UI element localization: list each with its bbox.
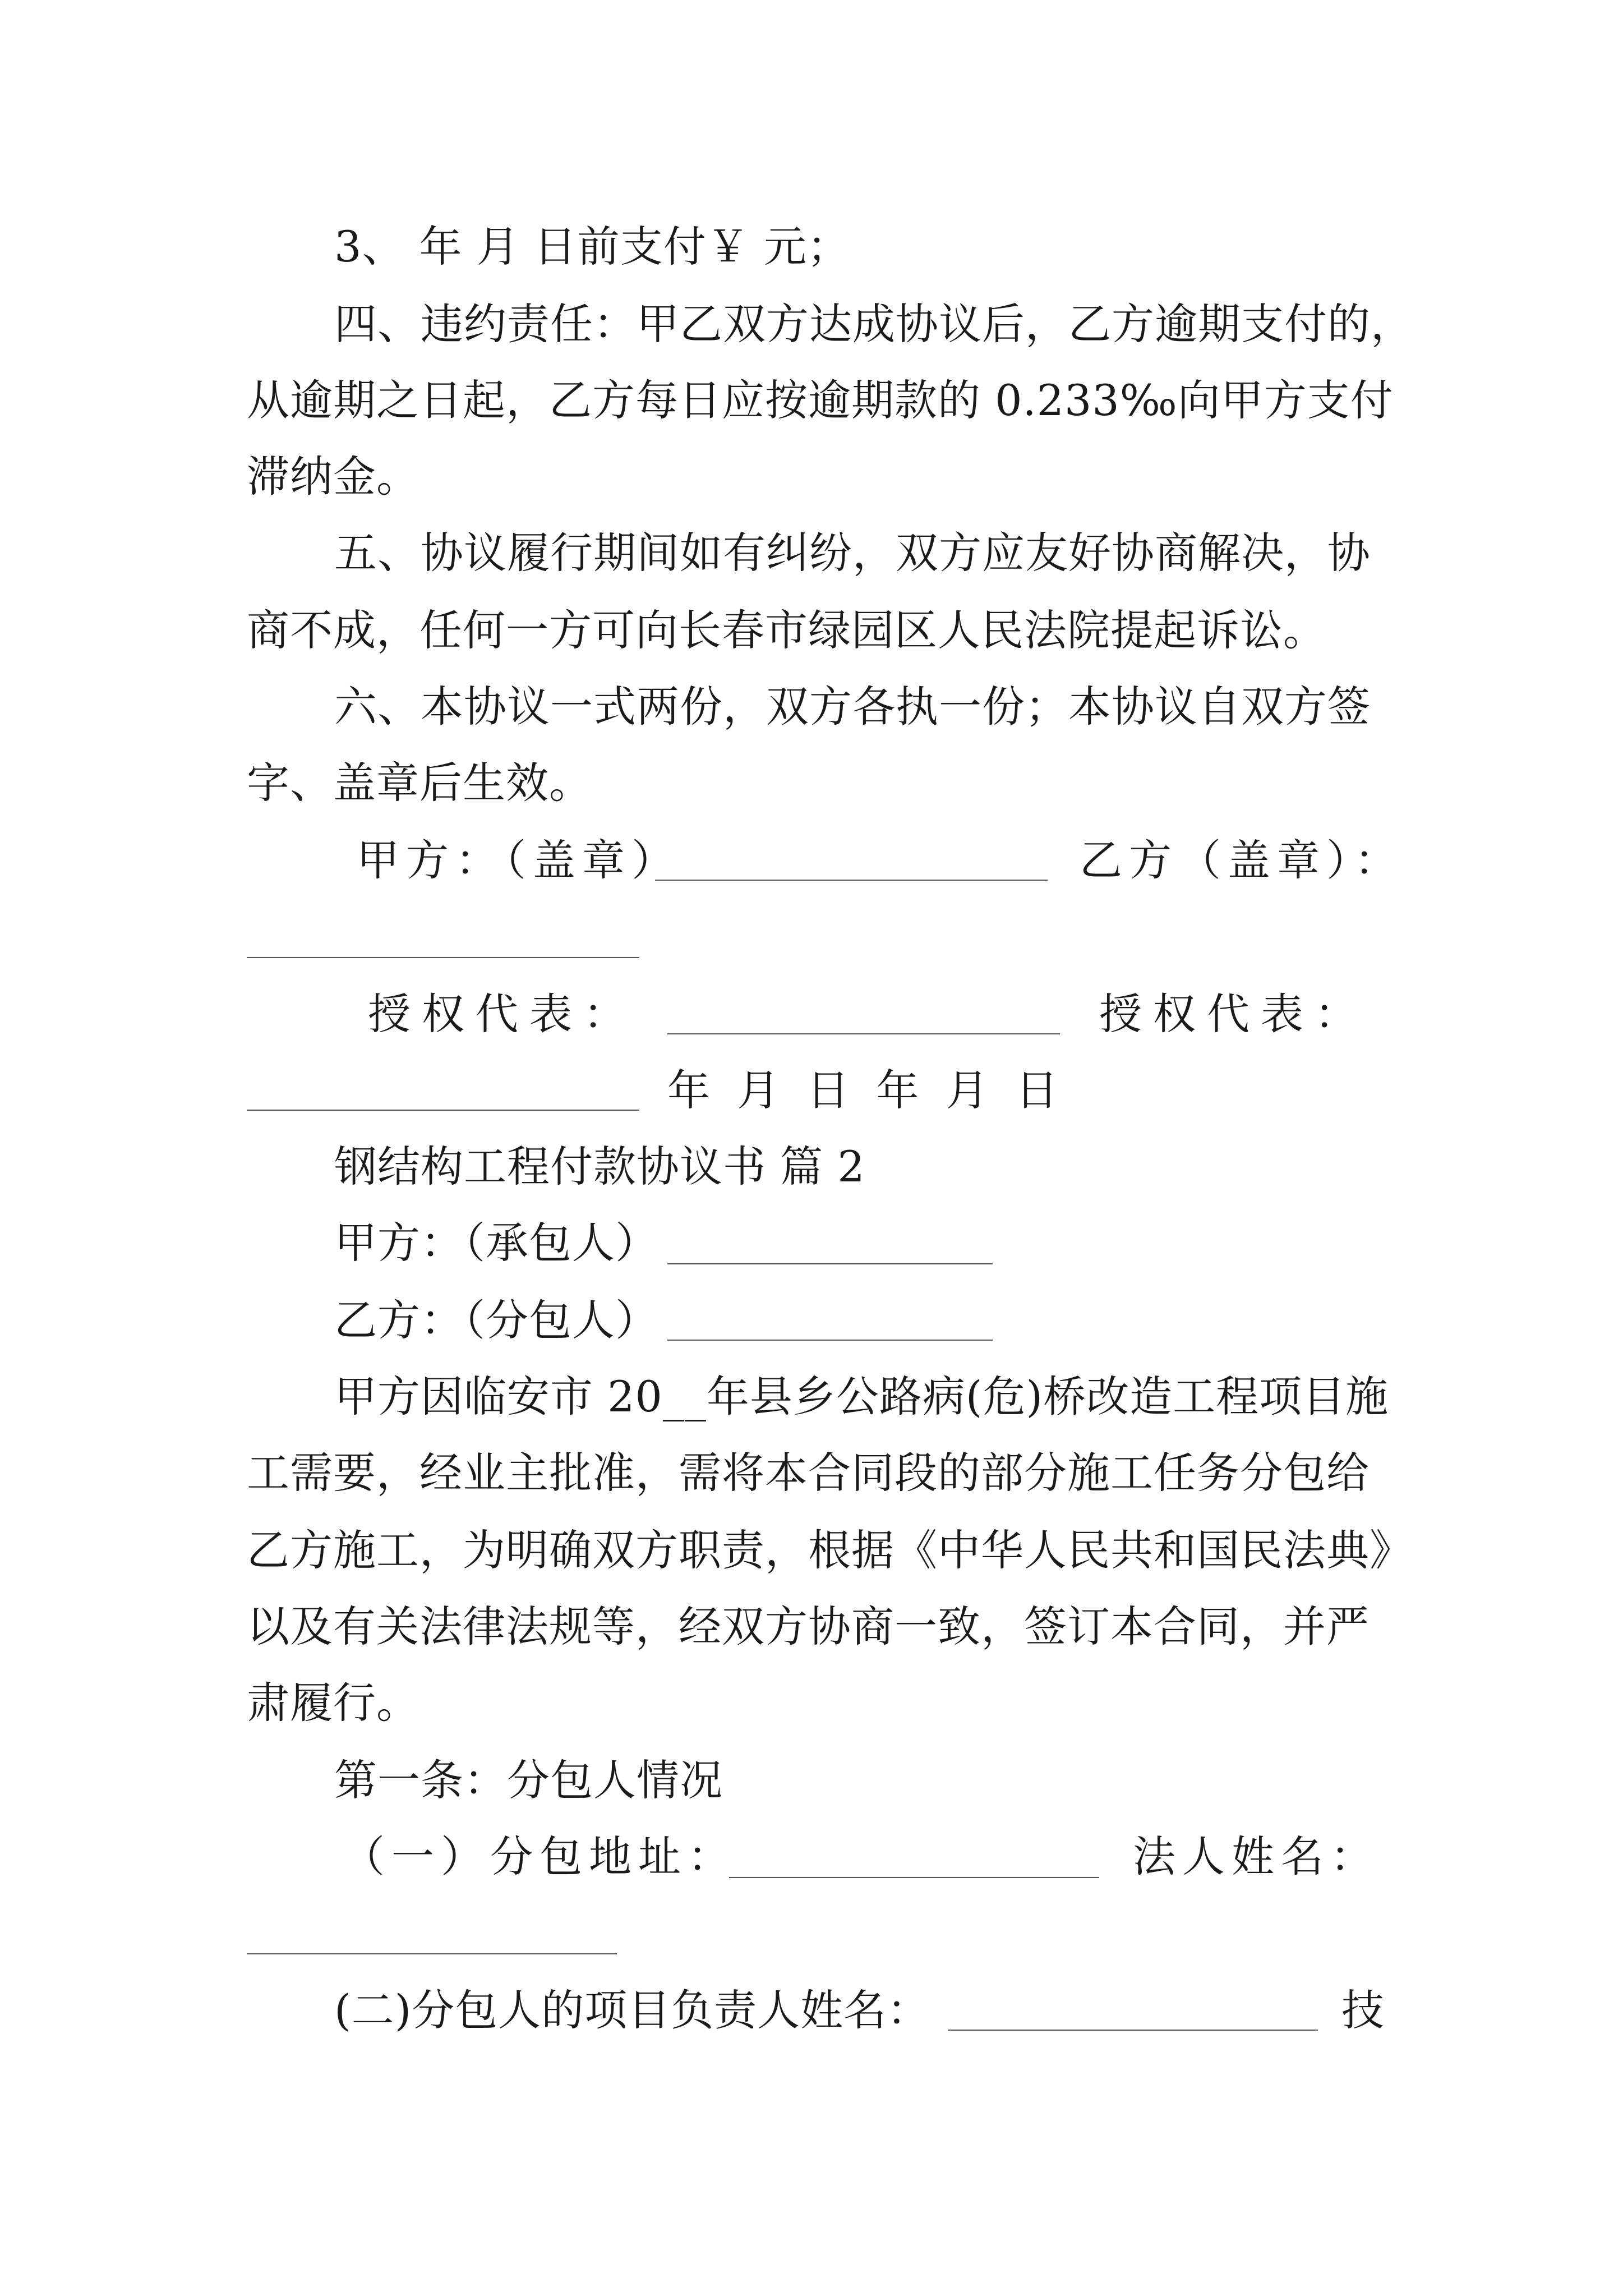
party-b-seal-label: 乙方（盖章）：: [1080, 835, 1404, 885]
project-manager-blank: [948, 2030, 1318, 2031]
project-manager-label: (二)分包人的项目负责人姓名：: [334, 1985, 930, 2035]
party-a-rep-blank: [667, 1033, 1060, 1034]
party-b-subcontractor-blank: [667, 1340, 993, 1341]
intro-line-5: 肃履行。: [247, 1678, 419, 1728]
dispute-clause-line-1: 五、协议履行期间如有纠纷，双方应友好协商解决，协: [334, 528, 1371, 578]
copies-clause-line-2: 字、盖章后生效。: [247, 758, 592, 808]
breach-clause-line-3: 滞纳金。: [247, 452, 419, 501]
intro-line-4: 以及有关法律法规等，经双方协商一致，签订本合同，并严: [247, 1602, 1370, 1651]
party-b-seal-blank: [247, 957, 639, 958]
subcontract-address-blank: [729, 1877, 1099, 1878]
section-title-2: 钢结构工程付款协议书 篇 2: [334, 1142, 865, 1191]
party-a-rep-label: 授权代表：: [368, 989, 637, 1039]
intro-line-3: 乙方施工，为明确双方职责，根据《中华人民共和国民法典》: [247, 1525, 1413, 1575]
date-line: 年 月 日 年 月 日: [667, 1065, 1065, 1115]
dispute-clause-line-2: 商不成，任何一方可向长春市绿园区人民法院提起诉讼。: [247, 605, 1326, 655]
party-a-seal-label: 甲方：（盖章）: [357, 835, 681, 885]
party-b-subcontractor-label: 乙方：（分包人）: [334, 1295, 658, 1345]
legal-person-blank: [247, 1953, 617, 1954]
party-a-seal-blank: [655, 880, 1048, 881]
breach-clause-line-2: 从逾期之日起，乙方每日应按逾期款的 0.233‰向甲方支付: [247, 375, 1394, 425]
party-b-rep-label: 授权代表：: [1099, 989, 1368, 1039]
party-a-contractor-blank: [667, 1263, 993, 1264]
copies-clause-line-1: 六、本协议一式两份，双方各执一份；本协议自双方签: [334, 682, 1371, 731]
breach-clause-line-1: 四、违约责任：甲乙双方达成协议后，乙方逾期支付的，: [334, 299, 1414, 349]
article-1-heading: 第一条：分包人情况: [334, 1755, 723, 1805]
project-manager-tail: 技: [1341, 1985, 1385, 2035]
legal-person-label: 法人姓名：: [1133, 1832, 1380, 1881]
party-b-rep-blank: [247, 1110, 639, 1111]
intro-line-2: 工需要，经业主批准，需将本合同段的部分施工任务分包给: [247, 1448, 1370, 1498]
party-a-contractor-label: 甲方：（承包人）: [334, 1218, 658, 1268]
intro-line-1: 甲方因临安市 20__年县乡公路病(危)桥改造工程项目施: [334, 1372, 1389, 1421]
payment-item-3: 3、 年 月 日前支付￥ 元；: [334, 222, 850, 272]
subcontract-address-label: （一）分包地址：: [342, 1832, 737, 1881]
